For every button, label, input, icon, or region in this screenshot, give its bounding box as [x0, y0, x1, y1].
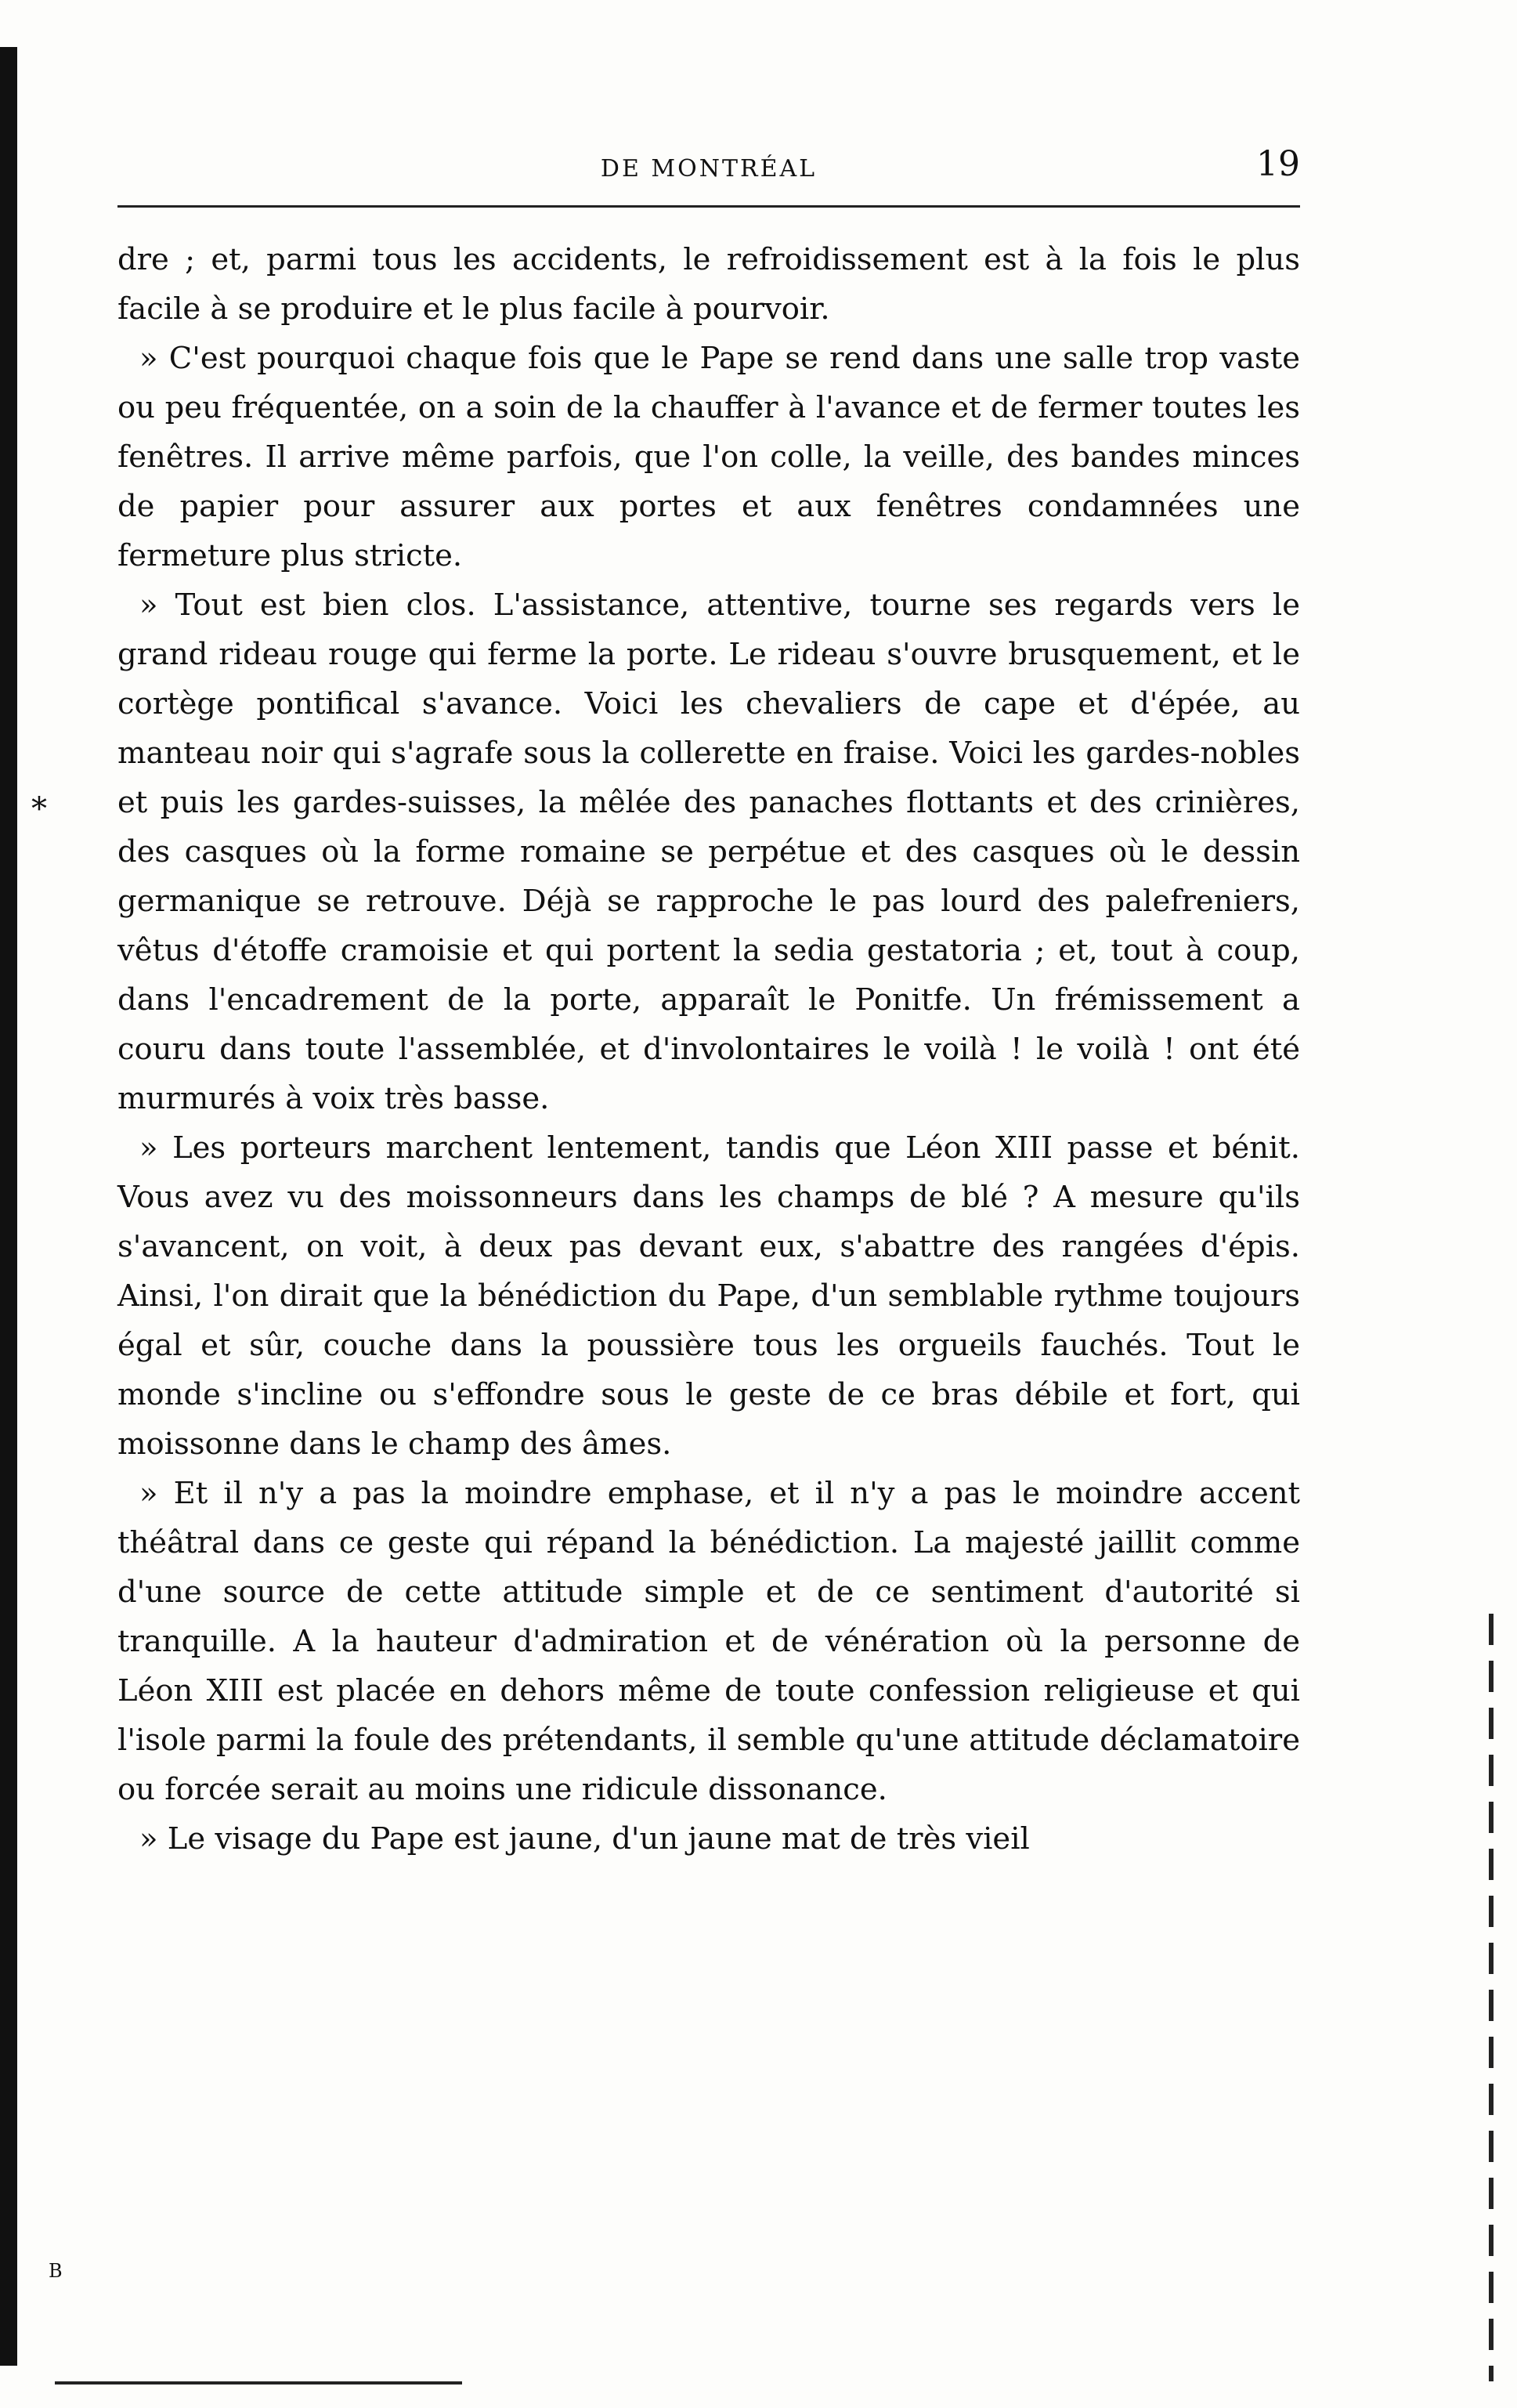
page-number: 19 — [1256, 144, 1300, 184]
paragraph: » Les porteurs marchent lentement, tandis que Léon XIII passe et bénit. Vous avez vu des moissonneurs dans les champs de blé ? A mesure qu'ils s'avancent, on voit, à deux pas devant eux, s'abattre des rangées d'épis. Ainsi, l'on dirait que la bénédiction du Pape, d'un semblable rythme toujours égal et sûr, couche dans la poussière tous les orgueils fauchés. Tout le monde s'incline ou s'effondre sous le geste de ce bras débile et fort, qui moissonne dans le champ des âmes. — [117, 1130, 1300, 1462]
paragraph-continuation: dre ; et, parmi tous les accidents, le refroidissement est à la fois le plus facile à se produire et le plus facile à pourvoir. — [117, 242, 1300, 327]
running-title: DE MONTRÉAL — [600, 155, 818, 183]
page-header — [117, 141, 1300, 196]
bottom-edge-line — [55, 2381, 462, 2384]
paragraph: » Tout est bien clos. L'assistance, attentive, tourne ses regards vers le grand rideau rouge qui ferme la porte. Le rideau s'ouvre brusquement, et le cortège pontifical s'avance. Voici les chevaliers de cape et d'épée, au manteau noir qui s'agrafe sous la collerette en fraise. Voici les gardes-nobles et puis les gardes-suisses, la mêlée des panaches flottants et des crinières, des casques où la forme romaine se perpétue et des casques où le dessin germanique se retrouve. Déjà se rapproche le pas lourd des palefreniers, vêtus d'étoffe cramoisie et qui portent la sedia gestatoria ; et, tout à coup, dans l'encadrement de la porte, apparaît le Ponitfe. Un frémissement a couru dans toute l'assemblée, et d'involontaires le voilà ! le voilà ! ont été murmurés à voix très basse. — [117, 588, 1300, 1116]
paragraph: » Et il n'y a pas la moindre emphase, et il n'y a pas le moindre accent théâtral dans ce geste qui répand la bénédiction. La majesté jaillit comme d'une source de cette attitude simple et de ce sentiment d'autorité si tranquille. A la hauteur d'admiration et de vénération où la personne de Léon XIII est placée en dehors même de toute confession religieuse et qui l'isole parmi la foule des prétendants, il semble qu'une attitude déclamatoire ou forcée serait au moins une ridicule dissonance. — [117, 1476, 1300, 1807]
margin-symbol: * — [31, 791, 47, 827]
page-edge-shadow — [1489, 1614, 1494, 2381]
header-rule — [117, 205, 1300, 208]
binding-shadow — [0, 47, 17, 2366]
corner-symbol: B — [49, 2260, 63, 2282]
paragraph: » Le visage du Pape est jaune, d'un jaune mat de très vieil — [139, 1821, 1030, 1857]
paragraph: » C'est pourquoi chaque fois que le Pape se rend dans une salle trop vaste ou peu fréquentée, on a soin de la chauffer à l'avance et de fermer toutes les fenêtres. Il arrive même parfois, que l'on colle, la veille, des bandes minces de papier pour assurer aux portes et aux fenêtres condamnées une fermeture plus stricte. — [117, 341, 1300, 573]
body-text — [117, 235, 1300, 1864]
